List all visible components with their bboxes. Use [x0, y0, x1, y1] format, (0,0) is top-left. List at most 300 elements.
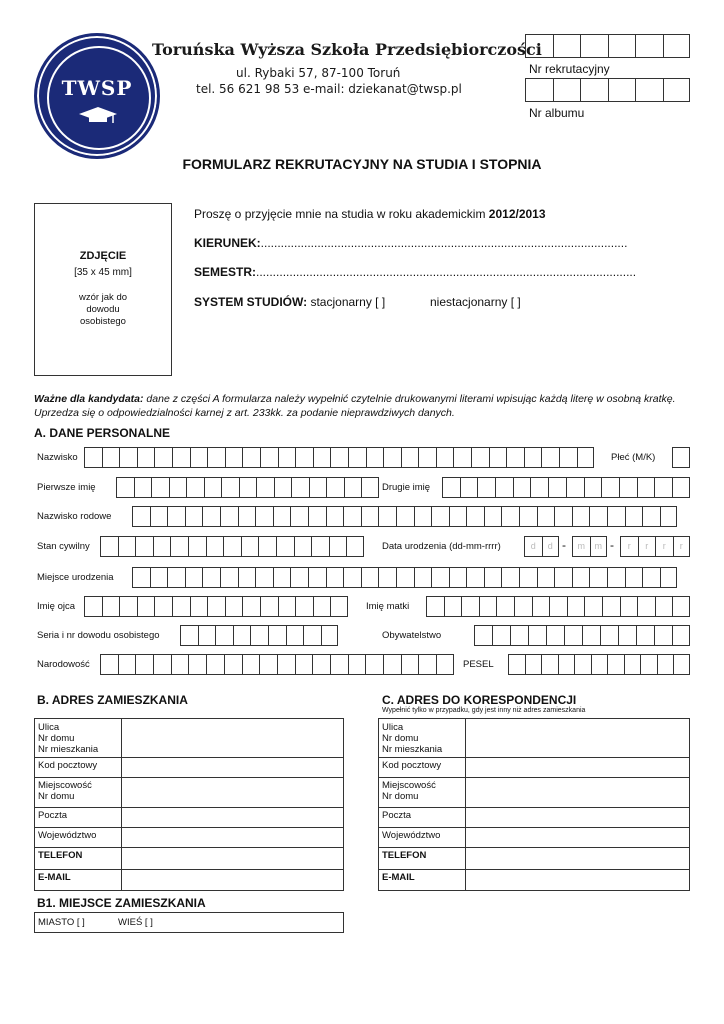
- letter-box[interactable]: [461, 596, 479, 617]
- letter-box[interactable]: [572, 506, 590, 527]
- letter-box[interactable]: [449, 567, 467, 588]
- table-row-label: Kod pocztowy: [382, 760, 442, 771]
- letter-box[interactable]: [276, 536, 294, 557]
- pesel-boxes[interactable]: [508, 654, 690, 675]
- letter-box[interactable]: [519, 567, 537, 588]
- letter-box[interactable]: [150, 506, 168, 527]
- letter-box[interactable]: [118, 536, 136, 557]
- stan-cywilny-label: Stan cywilny: [37, 541, 90, 552]
- letter-box[interactable]: [474, 625, 492, 646]
- letter-box[interactable]: [344, 477, 362, 498]
- letter-box[interactable]: [119, 596, 137, 617]
- letter-box[interactable]: [326, 477, 344, 498]
- letter-box[interactable]: [346, 536, 364, 557]
- letter-box[interactable]: [580, 78, 608, 102]
- letter-box[interactable]: [657, 654, 674, 675]
- letter-box[interactable]: [295, 654, 313, 675]
- letter-box[interactable]: [185, 567, 203, 588]
- letter-box[interactable]: m: [572, 536, 590, 557]
- letter-box[interactable]: [608, 34, 636, 58]
- wies-option[interactable]: WIEŚ [ ]: [118, 917, 153, 928]
- letter-box[interactable]: [295, 596, 313, 617]
- letter-box[interactable]: [202, 567, 220, 588]
- letter-box[interactable]: [154, 596, 172, 617]
- letter-box[interactable]: [151, 477, 169, 498]
- letter-box[interactable]: [496, 596, 514, 617]
- letter-box[interactable]: [242, 596, 260, 617]
- letter-box[interactable]: r: [620, 536, 638, 557]
- letter-box[interactable]: [426, 596, 444, 617]
- letter-box[interactable]: [308, 567, 326, 588]
- letter-box[interactable]: [132, 506, 150, 527]
- request-prefix: Proszę o przyjęcie mnie na studia w roku akademickim: [194, 207, 489, 221]
- letter-box[interactable]: [190, 596, 208, 617]
- letter-box[interactable]: [220, 567, 238, 588]
- letter-box[interactable]: [153, 654, 171, 675]
- obywatelstwo-boxes[interactable]: [474, 625, 690, 646]
- letter-box[interactable]: [663, 34, 691, 58]
- letter-box[interactable]: [396, 506, 414, 527]
- letter-box[interactable]: [460, 477, 478, 498]
- letter-box[interactable]: [449, 506, 467, 527]
- semestr-label: SEMESTR:: [194, 265, 257, 279]
- letter-box[interactable]: [116, 477, 134, 498]
- letter-box[interactable]: [202, 506, 220, 527]
- form-title: FORMULARZ REKRUTACYJNY NA STUDIA I STOPNIA: [182, 156, 542, 172]
- letter-box[interactable]: [602, 596, 620, 617]
- letter-box[interactable]: [221, 477, 239, 498]
- letter-box[interactable]: [273, 567, 291, 588]
- letter-box[interactable]: [489, 447, 507, 468]
- letter-box[interactable]: [524, 447, 542, 468]
- letter-box[interactable]: [278, 596, 296, 617]
- letter-box[interactable]: [102, 596, 120, 617]
- letter-box[interactable]: [636, 625, 654, 646]
- letter-box[interactable]: [584, 596, 602, 617]
- letter-box[interactable]: [619, 477, 637, 498]
- drugie-imie-boxes[interactable]: [442, 477, 690, 498]
- letter-box[interactable]: [620, 596, 638, 617]
- letter-box[interactable]: [215, 625, 233, 646]
- photo-title: ZDJĘCIE: [79, 250, 127, 262]
- imie-matki-label: Imię matki: [366, 601, 410, 612]
- letter-box[interactable]: [528, 625, 546, 646]
- letter-box[interactable]: [84, 596, 102, 617]
- letter-box[interactable]: [329, 536, 347, 557]
- table-row-divider: [35, 807, 343, 808]
- letter-box[interactable]: [672, 625, 690, 646]
- imie-ojca-boxes[interactable]: [84, 596, 348, 617]
- table-row-divider: [379, 807, 689, 808]
- letter-box[interactable]: [519, 506, 537, 527]
- letter-box[interactable]: [260, 596, 278, 617]
- letter-box[interactable]: [256, 477, 274, 498]
- letter-box[interactable]: [637, 596, 655, 617]
- letter-box[interactable]: [330, 596, 348, 617]
- letter-box[interactable]: [582, 625, 600, 646]
- letter-box[interactable]: [286, 625, 304, 646]
- letter-box[interactable]: [625, 567, 643, 588]
- graduation-cap-icon: [77, 106, 119, 124]
- letter-box[interactable]: [150, 567, 168, 588]
- letter-box[interactable]: [308, 506, 326, 527]
- letter-box[interactable]: [330, 654, 348, 675]
- letter-box[interactable]: [642, 567, 660, 588]
- letter-box[interactable]: [431, 506, 449, 527]
- letter-box[interactable]: [348, 654, 366, 675]
- letter-box[interactable]: [167, 567, 185, 588]
- letter-box[interactable]: [313, 447, 331, 468]
- letter-box[interactable]: d: [542, 536, 560, 557]
- letter-box[interactable]: [663, 78, 691, 102]
- letter-box[interactable]: [220, 506, 238, 527]
- letter-box[interactable]: [100, 536, 118, 557]
- table-row-divider: [379, 847, 689, 848]
- letter-box[interactable]: [268, 625, 286, 646]
- letter-box[interactable]: [589, 506, 607, 527]
- letter-box[interactable]: [290, 506, 308, 527]
- letter-box[interactable]: [295, 447, 313, 468]
- letter-box[interactable]: [206, 654, 224, 675]
- letter-box[interactable]: [654, 477, 672, 498]
- letter-box[interactable]: [313, 596, 331, 617]
- table-row-label: Województwo: [382, 830, 441, 841]
- letter-box[interactable]: [274, 477, 292, 498]
- letter-box[interactable]: [198, 625, 216, 646]
- letter-box[interactable]: [135, 536, 153, 557]
- letter-box[interactable]: [466, 567, 484, 588]
- letter-box[interactable]: [537, 567, 555, 588]
- table-row-divider: [379, 757, 689, 758]
- imie-matki-boxes[interactable]: [426, 596, 690, 617]
- letter-box[interactable]: [618, 625, 636, 646]
- letter-box[interactable]: [495, 477, 513, 498]
- letter-box[interactable]: [84, 447, 102, 468]
- letter-box[interactable]: [525, 654, 542, 675]
- photo-note: wzór jak do dowodu osobistego: [78, 292, 128, 327]
- letter-box[interactable]: [559, 447, 577, 468]
- seria-dowodu-boxes[interactable]: [180, 625, 338, 646]
- letter-box[interactable]: [564, 625, 582, 646]
- letter-box[interactable]: [418, 654, 436, 675]
- letter-box[interactable]: [672, 477, 690, 498]
- letter-box[interactable]: [225, 596, 243, 617]
- letter-box[interactable]: [242, 447, 260, 468]
- birth-year-boxes[interactable]: [620, 536, 690, 557]
- letter-box[interactable]: [135, 654, 153, 675]
- nazwisko-boxes[interactable]: [84, 447, 594, 468]
- letter-box[interactable]: [577, 447, 595, 468]
- letter-box[interactable]: [607, 506, 625, 527]
- letter-box[interactable]: [548, 477, 566, 498]
- letter-box[interactable]: [466, 506, 484, 527]
- letter-box[interactable]: [553, 78, 581, 102]
- letter-box[interactable]: [383, 654, 401, 675]
- letter-box[interactable]: [365, 654, 383, 675]
- letter-box[interactable]: [154, 447, 172, 468]
- letter-box[interactable]: [477, 477, 495, 498]
- letter-box[interactable]: [119, 447, 137, 468]
- letter-box[interactable]: [242, 654, 260, 675]
- letter-box[interactable]: [401, 447, 419, 468]
- letter-box[interactable]: [589, 567, 607, 588]
- letter-box[interactable]: [348, 447, 366, 468]
- birth-day-boxes[interactable]: [524, 536, 559, 557]
- stan-cywilny-boxes[interactable]: [100, 536, 364, 557]
- section-b1-title: B1. MIEJSCE ZAMIESZKANIA: [37, 896, 206, 910]
- semestr-row[interactable]: [194, 265, 636, 279]
- letter-box[interactable]: [233, 625, 251, 646]
- letter-box[interactable]: [102, 447, 120, 468]
- letter-box[interactable]: [137, 447, 155, 468]
- letter-box[interactable]: [224, 654, 242, 675]
- request-text: [194, 207, 546, 221]
- letter-box[interactable]: [453, 447, 471, 468]
- letter-box[interactable]: [672, 447, 690, 468]
- letter-box[interactable]: [442, 477, 460, 498]
- letter-box[interactable]: [273, 506, 291, 527]
- letter-box[interactable]: [546, 625, 564, 646]
- letter-box[interactable]: [172, 447, 190, 468]
- letter-box[interactable]: [625, 506, 643, 527]
- letter-box[interactable]: [326, 506, 344, 527]
- letter-box[interactable]: [484, 567, 502, 588]
- letter-box[interactable]: [312, 654, 330, 675]
- letter-box[interactable]: [506, 447, 524, 468]
- letter-box[interactable]: [601, 477, 619, 498]
- letter-box[interactable]: [255, 506, 273, 527]
- letter-box[interactable]: [343, 567, 361, 588]
- letter-box[interactable]: [553, 34, 581, 58]
- narodowosc-label: Narodowość: [37, 659, 90, 670]
- letter-box[interactable]: [513, 477, 531, 498]
- letter-box[interactable]: [414, 506, 432, 527]
- letter-box[interactable]: [171, 654, 189, 675]
- system-label: SYSTEM STUDIÓW:: [194, 295, 308, 309]
- letter-box[interactable]: [436, 447, 454, 468]
- letter-box[interactable]: r: [638, 536, 656, 557]
- letter-box[interactable]: [566, 477, 584, 498]
- letter-box[interactable]: [180, 625, 198, 646]
- letter-box[interactable]: [660, 567, 678, 588]
- candidate-notice: [34, 392, 690, 420]
- plec-label: Płeć (M/K): [611, 452, 656, 463]
- letter-box[interactable]: [118, 654, 136, 675]
- letter-box[interactable]: [206, 536, 224, 557]
- letter-box[interactable]: [572, 567, 590, 588]
- letter-box[interactable]: [132, 567, 150, 588]
- letter-box[interactable]: [258, 536, 276, 557]
- semestr-field[interactable]: ..................................................................................................................: [256, 265, 637, 279]
- letter-box[interactable]: [525, 78, 553, 102]
- letter-box[interactable]: [501, 567, 519, 588]
- letter-box[interactable]: [207, 447, 225, 468]
- letter-box[interactable]: [186, 477, 204, 498]
- section-c-title: C. ADRES DO KORESPONDENCJI: [382, 693, 577, 707]
- kierunek-label: KIERUNEK:: [194, 236, 261, 250]
- school-logo: [34, 33, 160, 159]
- letter-box[interactable]: [479, 596, 497, 617]
- letter-box[interactable]: [541, 447, 559, 468]
- letter-box[interactable]: [291, 477, 309, 498]
- letter-box[interactable]: [608, 78, 636, 102]
- letter-box[interactable]: r: [673, 536, 691, 557]
- letter-box[interactable]: [361, 477, 379, 498]
- stacjonarny-option[interactable]: stacjonarny [ ]: [310, 295, 386, 309]
- table-column-divider: [121, 719, 122, 890]
- letter-box[interactable]: [510, 625, 528, 646]
- letter-box[interactable]: [204, 477, 222, 498]
- letter-box[interactable]: [241, 536, 259, 557]
- letter-box[interactable]: [484, 506, 502, 527]
- letter-box[interactable]: [549, 596, 567, 617]
- letter-box[interactable]: [414, 567, 432, 588]
- letter-box[interactable]: [188, 654, 206, 675]
- letter-box[interactable]: [673, 654, 690, 675]
- pierwsze-imie-boxes[interactable]: [116, 477, 379, 498]
- letter-box[interactable]: [471, 447, 489, 468]
- letter-box[interactable]: [660, 506, 678, 527]
- letter-box[interactable]: [100, 654, 118, 675]
- letter-box[interactable]: [574, 654, 591, 675]
- letter-box[interactable]: [361, 506, 379, 527]
- letter-box[interactable]: [501, 506, 519, 527]
- nr-rekrutacyjny-boxes[interactable]: [525, 34, 690, 58]
- letter-box[interactable]: [238, 567, 256, 588]
- letter-box[interactable]: [431, 567, 449, 588]
- letter-box[interactable]: [167, 506, 185, 527]
- letter-box[interactable]: [541, 654, 558, 675]
- letter-box[interactable]: [309, 477, 327, 498]
- letter-box[interactable]: [238, 506, 256, 527]
- letter-box[interactable]: [635, 34, 663, 58]
- letter-box[interactable]: [591, 654, 608, 675]
- letter-box[interactable]: [326, 567, 344, 588]
- letter-box[interactable]: [361, 567, 379, 588]
- letter-box[interactable]: [607, 654, 624, 675]
- letter-box[interactable]: [188, 536, 206, 557]
- letter-box[interactable]: [223, 536, 241, 557]
- letter-box[interactable]: [640, 654, 657, 675]
- letter-box[interactable]: [366, 447, 384, 468]
- letter-box[interactable]: [378, 567, 396, 588]
- letter-box[interactable]: d: [524, 536, 542, 557]
- miasto-option[interactable]: MIASTO [ ]: [38, 917, 85, 928]
- school-name: Toruńska Wyższa Szkoła Przedsiębiorczości: [152, 40, 542, 59]
- kierunek-row[interactable]: [194, 236, 627, 250]
- birth-month-boxes[interactable]: [572, 536, 607, 557]
- table-row-divider: [379, 869, 689, 870]
- letter-box[interactable]: [514, 596, 532, 617]
- nazwisko-rodowe-boxes[interactable]: [132, 506, 677, 527]
- letter-box[interactable]: [277, 654, 295, 675]
- letter-box[interactable]: [600, 625, 618, 646]
- letter-box[interactable]: [672, 596, 690, 617]
- letter-box[interactable]: [396, 567, 414, 588]
- letter-box[interactable]: [137, 596, 155, 617]
- correspondence-table[interactable]: [378, 718, 690, 891]
- letter-box[interactable]: [532, 596, 550, 617]
- letter-box[interactable]: [170, 536, 188, 557]
- letter-box[interactable]: [580, 34, 608, 58]
- letter-box[interactable]: [607, 567, 625, 588]
- letter-box[interactable]: [303, 625, 321, 646]
- letter-box[interactable]: [436, 654, 454, 675]
- letter-box[interactable]: [525, 34, 553, 58]
- table-row-label: E-MAIL: [38, 872, 71, 883]
- letter-box[interactable]: [321, 625, 339, 646]
- letter-box[interactable]: [554, 567, 572, 588]
- letter-box[interactable]: [134, 477, 152, 498]
- miejsce-urodzenia-boxes[interactable]: [132, 567, 677, 588]
- date-separator-1: -: [562, 538, 566, 552]
- address-table[interactable]: [34, 718, 344, 891]
- letter-box[interactable]: [225, 447, 243, 468]
- letter-box[interactable]: [207, 596, 225, 617]
- letter-box[interactable]: [172, 596, 190, 617]
- letter-box[interactable]: [153, 536, 171, 557]
- letter-box[interactable]: [655, 596, 673, 617]
- section-a-title: A. DANE PERSONALNE: [34, 426, 171, 440]
- letter-box[interactable]: [508, 654, 525, 675]
- letter-box[interactable]: [255, 567, 273, 588]
- letter-box[interactable]: [444, 596, 462, 617]
- letter-box[interactable]: [401, 654, 419, 675]
- letter-box[interactable]: [185, 506, 203, 527]
- letter-box[interactable]: [294, 536, 312, 557]
- letter-box[interactable]: [250, 625, 268, 646]
- letter-box[interactable]: [343, 506, 361, 527]
- letter-box[interactable]: [567, 596, 585, 617]
- letter-box[interactable]: [492, 625, 510, 646]
- letter-box[interactable]: [554, 506, 572, 527]
- letter-box[interactable]: [530, 477, 548, 498]
- photo-box[interactable]: [34, 203, 172, 376]
- table-row-label: TELEFON: [38, 850, 83, 861]
- drugie-imie-label: Drugie imię: [382, 482, 431, 493]
- letter-box[interactable]: [239, 477, 257, 498]
- plec-box[interactable]: [672, 447, 690, 468]
- letter-box[interactable]: [330, 447, 348, 468]
- letter-box[interactable]: [537, 506, 555, 527]
- letter-box[interactable]: [635, 78, 663, 102]
- miejsce-zamieszkania-box: [34, 912, 344, 933]
- narodowosc-boxes[interactable]: [100, 654, 454, 675]
- letter-box[interactable]: m: [590, 536, 608, 557]
- letter-box[interactable]: [311, 536, 329, 557]
- letter-box[interactable]: [642, 506, 660, 527]
- letter-box[interactable]: [624, 654, 641, 675]
- letter-box[interactable]: [190, 447, 208, 468]
- table-row-label: Kod pocztowy: [38, 760, 98, 771]
- letter-box[interactable]: [290, 567, 308, 588]
- letter-box[interactable]: [383, 447, 401, 468]
- letter-box[interactable]: r: [655, 536, 673, 557]
- letter-box[interactable]: [418, 447, 436, 468]
- letter-box[interactable]: [260, 447, 278, 468]
- letter-box[interactable]: [637, 477, 655, 498]
- letter-box[interactable]: [654, 625, 672, 646]
- niestacjonarny-option[interactable]: niestacjonarny [ ]: [430, 295, 521, 309]
- letter-box[interactable]: [278, 447, 296, 468]
- letter-box[interactable]: [259, 654, 277, 675]
- kierunek-field[interactable]: ..............................................................................................................: [260, 236, 628, 250]
- letter-box[interactable]: [169, 477, 187, 498]
- letter-box[interactable]: [584, 477, 602, 498]
- nr-albumu-boxes[interactable]: [525, 78, 690, 102]
- letter-box[interactable]: [558, 654, 575, 675]
- letter-box[interactable]: [378, 506, 396, 527]
